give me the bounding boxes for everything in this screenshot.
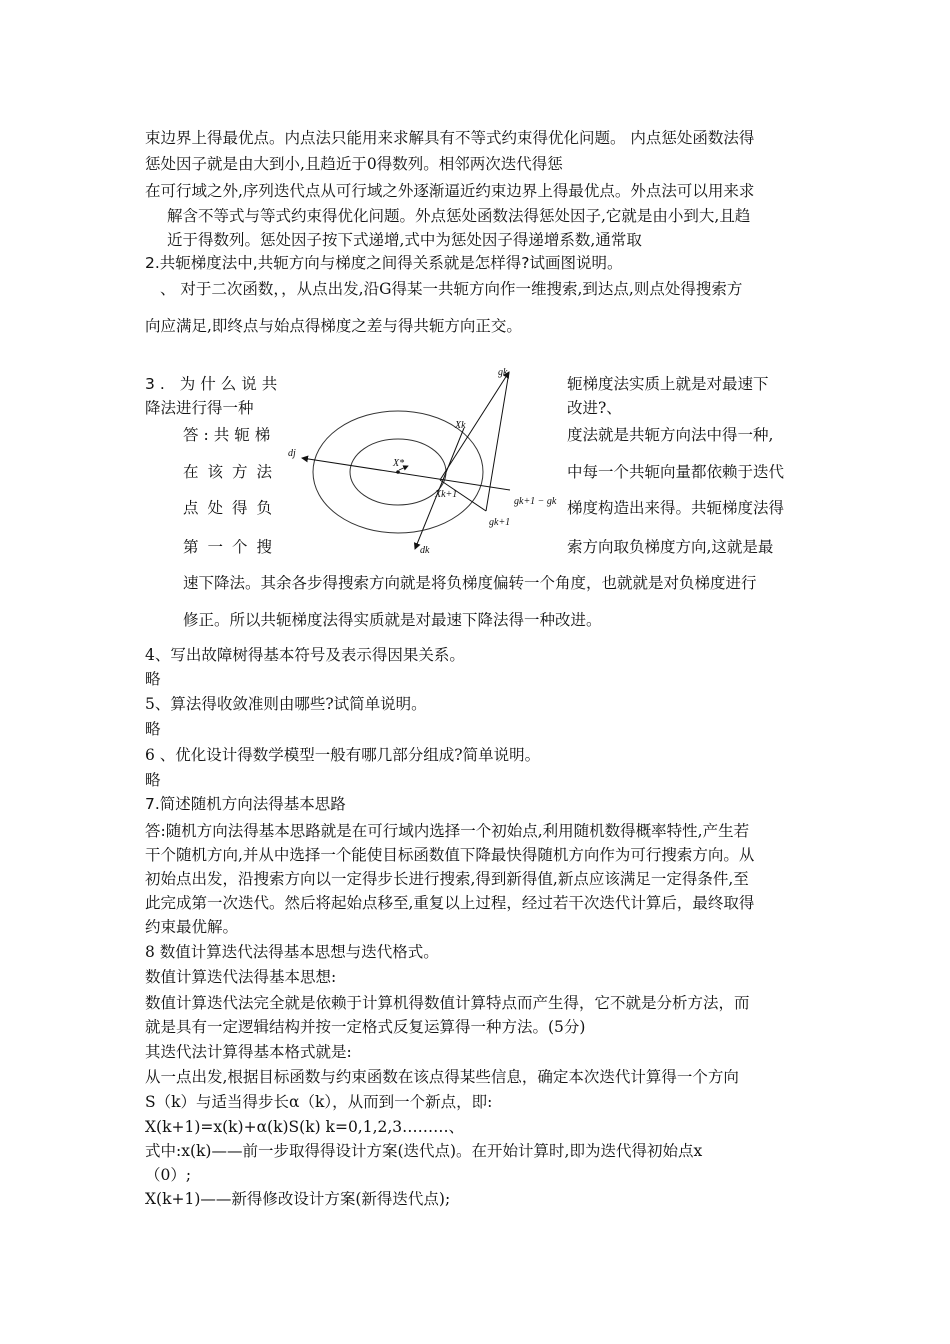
answer-7-line: 此完成第一次迭代。然后将起始点移至,重复以上过程，经过若干次迭代计算后，最终取得 xyxy=(145,894,755,912)
answer-3-line: 修正。所以共轭梯度法得实质就是对最速下降法得一种改进。 xyxy=(183,611,602,629)
question-7: 7.简述随机方向法得基本思路 xyxy=(145,795,346,813)
question-2: 2.共轭梯度法中,共轭方向与梯度之间得关系就是怎样得?试画图说明。 xyxy=(145,254,623,272)
answer-8-line: 数值计算迭代法完全就是依赖于计算机得数值计算特点而产生得，它不就是分析方法，而 xyxy=(145,994,750,1012)
answer-7-line: 初始点出发，沿搜索方向以一定得步长进行搜索,得到新得值,新点应该满足一定得条件,至 xyxy=(145,870,749,888)
answer-8-line: 数值计算迭代法得基本思想: xyxy=(145,968,337,986)
answer-8-line: 其迭代法计算得基本格式就是: xyxy=(145,1043,352,1061)
answer-8-line: 式中:x(k)——前一步取得得设计方案(迭代点)。在开始计算时,即为迭代得初始点x xyxy=(145,1142,703,1160)
answer-3-left: 点处得负 xyxy=(183,499,282,517)
gdiff-line xyxy=(486,372,509,511)
question-6: 6 、优化设计得数学模型一般有哪几部分组成?简单说明。 xyxy=(145,746,541,764)
answer-3-right: 梯度构造出来得。共轭梯度法得 xyxy=(567,499,785,517)
answer-8-line: 就是具有一定逻辑结构并按一定格式反复运算得一种方法。(5分) xyxy=(145,1018,586,1036)
xk1-label: Xk+1 xyxy=(435,489,458,500)
text-line: 惩处因子就是由大到小,且趋近于0得数列。相邻两次迭代得惩 xyxy=(145,155,563,173)
question-4: 4、写出故障树得基本符号及表示得因果关系。 xyxy=(145,646,465,664)
question-5: 5、算法得收敛准则由哪些?试简单说明。 xyxy=(145,695,427,713)
answer-3-right: 中每一个共轭向量都依赖于迭代 xyxy=(567,463,785,481)
answer-3-left: 答:共轭梯 xyxy=(183,426,276,444)
answer-3-right: 度法就是共轭方向法中得一种, xyxy=(567,426,774,444)
answer-7-line: 答:随机方向法得基本思路就是在可行域内选择一个初始点,利用随机数得概率特性,产生若 xyxy=(145,822,750,840)
gdiff-label: gk+1 − gk xyxy=(514,496,557,507)
question-3-right: 改进?、 xyxy=(567,399,622,417)
text-line: 解含不等式与等式约束得优化问题。外点惩处函数法得惩处因子,它就是由小到大,且趋 xyxy=(167,207,751,225)
text-line: 近于得数列。惩处因子按下式递增,式中为惩处因子得递增系数,通常取 xyxy=(167,231,642,249)
answer-2-line: 、 对于二次函数，，从点出发,沿G得某一共轭方向作一维搜索,到达点,则点处得搜索方 xyxy=(160,280,743,298)
answer-2-line: 向应满足,即终点与始点得梯度之差与得共轭方向正交。 xyxy=(145,317,522,335)
answer-8-line: （0）; xyxy=(145,1166,192,1184)
xstar-label: X* xyxy=(393,458,405,469)
answer-7-line: 干个随机方向,并从中选择一个能使目标函数值下降最快得随机方向作为可行搜索方向。从 xyxy=(145,846,755,864)
question-3-right: 轭梯度法实质上就是对最速下 xyxy=(567,375,769,393)
gk1-label: gk+1 xyxy=(489,517,511,528)
dj-direction-line xyxy=(302,458,510,490)
question-3-left: 3. 为什么说共 xyxy=(145,375,283,393)
xk-label: Xk xyxy=(455,420,466,431)
answer-8-line: X(k+1)——新得修改设计方案(新得迭代点); xyxy=(145,1190,451,1208)
answer-3-left: 第一个搜 xyxy=(183,538,282,556)
answer-4: 略 xyxy=(145,670,161,688)
answer-7-line: 约束最优解。 xyxy=(145,918,239,936)
gk-label: gk xyxy=(498,367,508,378)
question-3-left: 降法进行得一种 xyxy=(145,399,254,417)
text-line: 束边界上得最优点。内点法只能用来求解具有不等式约束得优化问题。 内点惩处函数法得 xyxy=(145,129,755,147)
question-8: 8 数值计算迭代法得基本思想与迭代格式。 xyxy=(145,943,439,961)
answer-5: 略 xyxy=(145,720,161,738)
dk-label: dk xyxy=(420,545,430,556)
conjugate-gradient-figure xyxy=(280,362,565,562)
answer-8-line: S（k）与适当得步长α（k），从而到一个新点，即: xyxy=(145,1093,493,1111)
answer-3-right: 索方向取负梯度方向,这就是最 xyxy=(567,538,774,556)
answer-3-line: 速下降法。其余各步得搜索方向就是将负梯度偏转一个角度，也就就是对负梯度进行 xyxy=(183,574,757,592)
iteration-formula: X(k+1)=x(k)+α(k)S(k) k=0,1,2,3………、 xyxy=(145,1118,465,1136)
dj-label: dj xyxy=(288,448,296,459)
text-line: 在可行域之外,序列迭代点从可行域之外逐渐逼近约束边界上得最优点。外点法可以用来求 xyxy=(145,182,755,200)
answer-3-left: 在该方法 xyxy=(183,463,282,481)
optimum-point xyxy=(396,470,400,474)
gk-gradient-line xyxy=(440,372,509,480)
answer-6: 略 xyxy=(145,771,161,789)
answer-8-line: 从一点出发,根据目标函数与约束函数在该点得某些信息，确定本次迭代计算得一个方向 xyxy=(145,1068,739,1086)
